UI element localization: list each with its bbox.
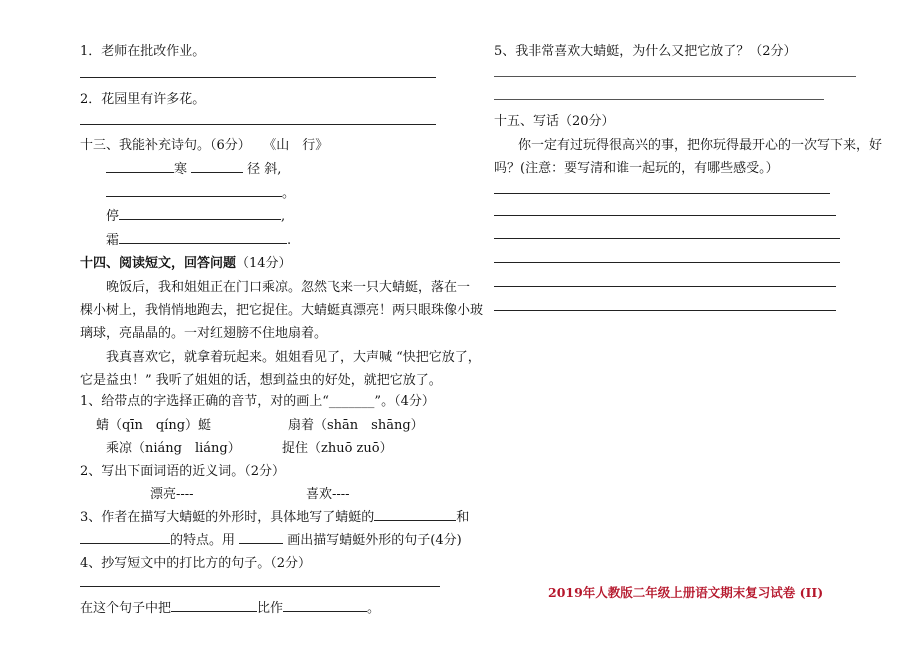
blank[interactable] <box>374 508 456 521</box>
writing-prompt-line: 你一定有过玩得很高兴的事，把你玩得最开心的一次写下来，好 <box>518 138 883 153</box>
answer-line[interactable] <box>494 76 856 77</box>
blank[interactable] <box>80 531 170 544</box>
passage-line: 棵小树上，我悄悄地跑去，把它捉住。大蜻蜓真漂亮！两只眼珠像小玻 <box>80 303 484 318</box>
passage-line: 璃球，亮晶晶的。一对红翅膀不住地扇着。 <box>80 326 328 341</box>
blank[interactable] <box>171 599 257 612</box>
pinyin-option: 捉住（zhuō zuō） <box>282 441 393 456</box>
synonym-word: 喜欢---- <box>306 487 350 502</box>
passage-line: 它是益虫！” 我听了姐姐的话，想到益虫的好处，就把它放了。 <box>80 373 442 388</box>
exam-footer-title: 2019年人教版二年级上册语文期末复习试卷 (II) <box>548 585 824 600</box>
question-item-2: 2．花园里有许多花。 <box>80 92 206 107</box>
writing-line[interactable] <box>494 310 836 311</box>
answer-line[interactable] <box>80 586 440 587</box>
section-15-title: 十五、写话（20分） <box>494 114 615 129</box>
question-3-line-2: 的特点。用 画出描写蜻蜓外形的句子(4分) <box>80 529 462 548</box>
poem-line-4: 霜 . <box>106 233 292 248</box>
question-4-line-2: 在这个句子中把 比作 。 <box>80 601 381 616</box>
answer-line[interactable] <box>80 124 436 125</box>
section-14-title: 十四、阅读短文，回答问题（14分） <box>80 256 292 271</box>
poem-line-1: 寒 径 斜, <box>106 158 281 177</box>
blank[interactable] <box>106 160 174 173</box>
question-5: 5、我非常喜欢大蜻蜓，为什么又把它放了？（2分） <box>494 44 797 59</box>
blank[interactable] <box>283 599 367 612</box>
question-4: 4、抄写短文中的打比方的句子。（2分） <box>80 556 312 571</box>
writing-line[interactable] <box>494 286 836 287</box>
blank[interactable] <box>119 231 287 244</box>
answer-line[interactable] <box>494 99 824 100</box>
writing-prompt-line: 吗？(注意：要写清和谁一起玩的，有哪些感受。） <box>494 161 779 176</box>
section-13-title: 十三、我能补充诗句。（6分） 《山 行》 <box>80 138 329 153</box>
writing-line[interactable] <box>494 193 830 194</box>
passage-line: 我真喜欢它，就拿着玩起来。姐姐看见了，大声喊 “快把它放了， <box>106 350 481 365</box>
blank[interactable] <box>106 184 282 197</box>
poem-line-2: 。 <box>106 182 295 201</box>
writing-line[interactable] <box>494 238 840 239</box>
answer-line[interactable] <box>80 77 436 78</box>
pinyin-option: 乘凉（niáng liáng） <box>106 441 241 456</box>
writing-line[interactable] <box>494 262 840 263</box>
synonym-word: 漂亮---- <box>150 487 194 502</box>
passage-line: 晚饭后，我和姐姐正在门口乘凉。忽然飞来一只大蜻蜓，落在一 <box>106 280 471 295</box>
blank[interactable] <box>239 531 283 544</box>
question-2: 2、写出下面词语的近义词。（2分） <box>80 464 286 479</box>
writing-line[interactable] <box>494 215 836 216</box>
question-3-line-1: 3、作者在描写大蜻蜓的外形时，具体地写了蜻蜓的 和 <box>80 510 470 525</box>
blank[interactable] <box>119 207 281 220</box>
pinyin-option: 扇着（shān shāng） <box>288 418 424 433</box>
poem-line-3: 停 , <box>106 209 286 224</box>
question-item-1: 1．老师在批改作业。 <box>80 44 206 59</box>
pinyin-option: 蜻（qīn qíng）蜓 <box>96 418 212 433</box>
poem-title: 《山 行》 <box>263 138 329 153</box>
blank[interactable] <box>191 160 243 173</box>
question-1: 1、给带点的字选择正确的音节，对的画上“_______”。（4分） <box>80 394 435 409</box>
